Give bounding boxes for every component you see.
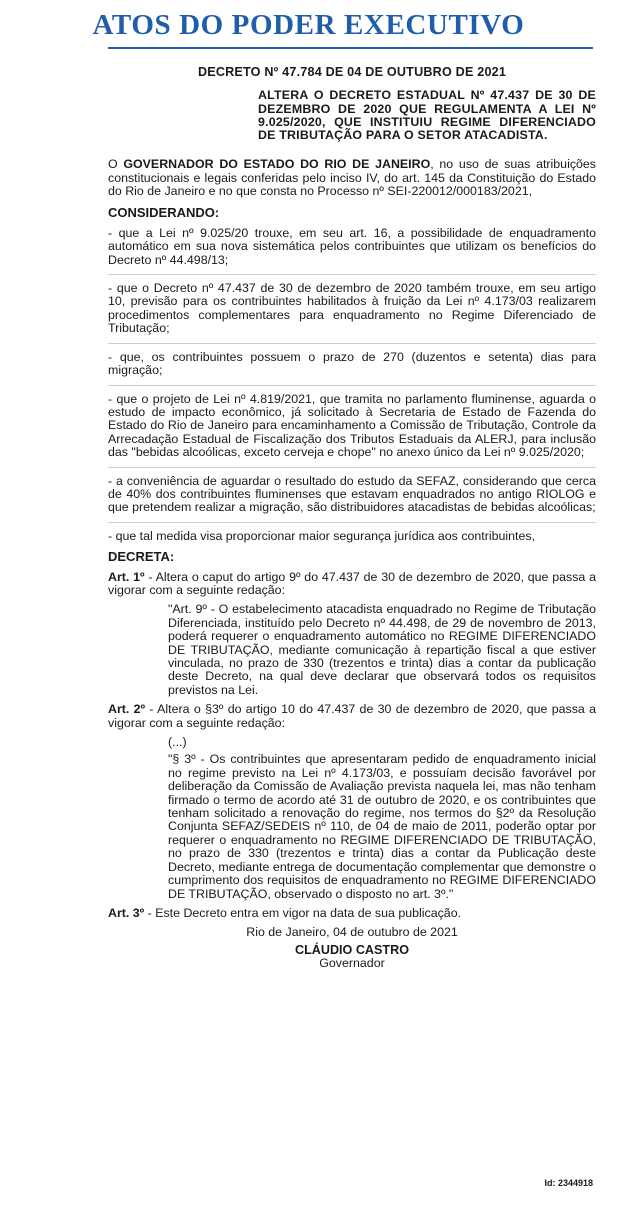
considering-item: - que o projeto de Lei nº 4.819/2021, que tramita no parlamento fluminense, aguarda o estudo de impacto econômico, já solicitado à Secretaria de Estado de Fazenda do Estado do Rio de Janeiro para encaminhamento a Comissão de Tributação, Controle da Arrecadação Estadual de Fiscalização dos Tributos Estaduais da ALERJ, para inclusão das "bebidas alcoólicas, exceto cerveja e chope" no anexo único da Lei nº 9.025/2020; bbox=[108, 391, 596, 460]
decree-body bbox=[108, 66, 596, 971]
article-3 bbox=[108, 907, 596, 920]
preamble bbox=[108, 158, 596, 198]
article-1-quote: "Art. 9º - O estabelecimento atacadista enquadrado no Regime de Tributação Diferenciada, instituído pelo Decreto nº 44.498, de 29 de novembro de 2013, poderá requerer o enquadramento automático no REGIME DIFERENCIADO DE TRIBUTAÇÃO, mediante comunicação à repartição fiscal a que estiver vinculada, no prazo de 330 (trezentos e trinta) dias a contar da publicação deste Decreto, na qual deve declarar que observará todos os requisitos previstos na Lei. bbox=[168, 602, 596, 697]
article-1 bbox=[108, 571, 596, 598]
decree-title: DECRETO Nº 47.784 DE 04 DE OUTUBRO DE 2021 bbox=[197, 65, 507, 79]
place-date: Rio de Janeiro, 04 de outubro de 2021 bbox=[246, 925, 458, 940]
article-2-quote: "§ 3º - Os contribuintes que apresentaram pedido de enquadramento inicial no regime previsto na Lei nº 4.173/03, e possuíam decisão favorável por deliberação da Comissão de Avaliação prevista naquela lei, mas não tenham firmado o termo de acordo até 31 de outubro de 2020, e os contribuintes que tenham solicitado a renovação do regime, nos termos do §2º da Resolução Conjunta SEFAZ/SEDEIS nº 110, de 04 de maio de 2011, poderão optar por requerer o enquadramento no REGIME DIFERENCIADO DE TRIBUTAÇÃO, no prazo de 330 (trezentos e trinta) dias a contar da Publicação deste Decreto, mediante entrega de documentação complementar que demonstre o cumprimento dos requisitos de enquadramento no REGIME DIFERENCIADO DE TRIBUTAÇÃO, observado o disposto no art. 3º." bbox=[168, 752, 596, 901]
article-1-label: Art. 1º bbox=[108, 569, 145, 584]
masthead-title: ATOS DO PODER EXECUTIVO bbox=[92, 9, 525, 41]
signer-role: Governador bbox=[319, 956, 385, 971]
divider bbox=[108, 522, 596, 523]
considering-item: - que a Lei nº 9.025/20 trouxe, em seu art. 16, a possibilidade de enquadramento automático em sua nova sistemática pelos contribuintes que utilizam os benefícios do Decreto nº 44.498/13; bbox=[108, 225, 596, 267]
considering-item: - a conveniência de aguardar o resultado do estudo da SEFAZ, considerando que cerca de 40% dos contribuintes fluminenses que estavam enquadrados no antigo RIOLOG e que pretendem realizar a migração, são distribuidores atacadistas de bebidas alcoólicas; bbox=[108, 473, 596, 515]
masthead bbox=[0, 0, 617, 52]
article-2-label: Art. 2º bbox=[108, 702, 146, 717]
preamble-start: O bbox=[108, 157, 124, 172]
article-3-text: - Este Decreto entra em vigor na data de sua publicação. bbox=[144, 905, 462, 920]
decree-summary: ALTERA O DECRETO ESTADUAL Nº 47.437 DE 30 DE DEZEMBRO DE 2020 QUE REGULAMENTA A LEI Nº 9.025/2020, QUE INSTITUIU REGIME DIFERENCIADO DE TRIBUTAÇÃO PARA O SETOR ATACADISTA. bbox=[258, 88, 596, 143]
preamble-authority: GOVERNADOR DO ESTADO DO RIO DE JANEIRO bbox=[123, 157, 431, 172]
divider bbox=[108, 274, 596, 275]
preamble-rest: , no uso de suas atribuições constitucionais e legais conferidas pelo inciso IV, do art. 145 da Constituição do Estado do Rio de Janeiro e no que consta no Processo nº SEI-220012/000183/2021, bbox=[108, 157, 596, 199]
document-id: Id: 2344918 bbox=[544, 1178, 593, 1188]
divider bbox=[108, 343, 596, 344]
article-2-text: - Altera o §3º do artigo 10 do 47.437 de 30 de dezembro de 2020, que passa a vigorar com a seguinte redação: bbox=[108, 702, 596, 730]
divider bbox=[108, 467, 596, 468]
signer-name: CLÁUDIO CASTRO bbox=[294, 942, 410, 957]
considering-item: - que tal medida visa proporcionar maior segurança jurídica aos contribuintes, bbox=[108, 528, 536, 543]
article-2 bbox=[108, 703, 596, 730]
article-2-ellipsis: (...) bbox=[168, 735, 187, 750]
considering-item: - que, os contribuintes possuem o prazo de 270 (duzentos e setenta) dias para migração; bbox=[108, 349, 596, 378]
considering-heading: CONSIDERANDO: bbox=[108, 205, 220, 221]
masthead-rule bbox=[108, 47, 593, 49]
decrees-heading: DECRETA: bbox=[108, 549, 175, 565]
article-1-text: - Altera o caput do artigo 9º do 47.437 de 30 de dezembro de 2020, que passa a vigorar com a seguinte redação: bbox=[108, 569, 596, 597]
considering-item: - que o Decreto nº 47.437 de 30 de dezembro de 2020 também trouxe, em seu artigo 10, previsão para os contribuintes habilitados à fruição da Lei nº 4.173/03 realizarem procedimentos complementares para enquadramento no Regime Diferenciado de Tributação; bbox=[108, 281, 596, 336]
divider bbox=[108, 385, 596, 386]
article-3-label: Art. 3º bbox=[108, 905, 145, 920]
